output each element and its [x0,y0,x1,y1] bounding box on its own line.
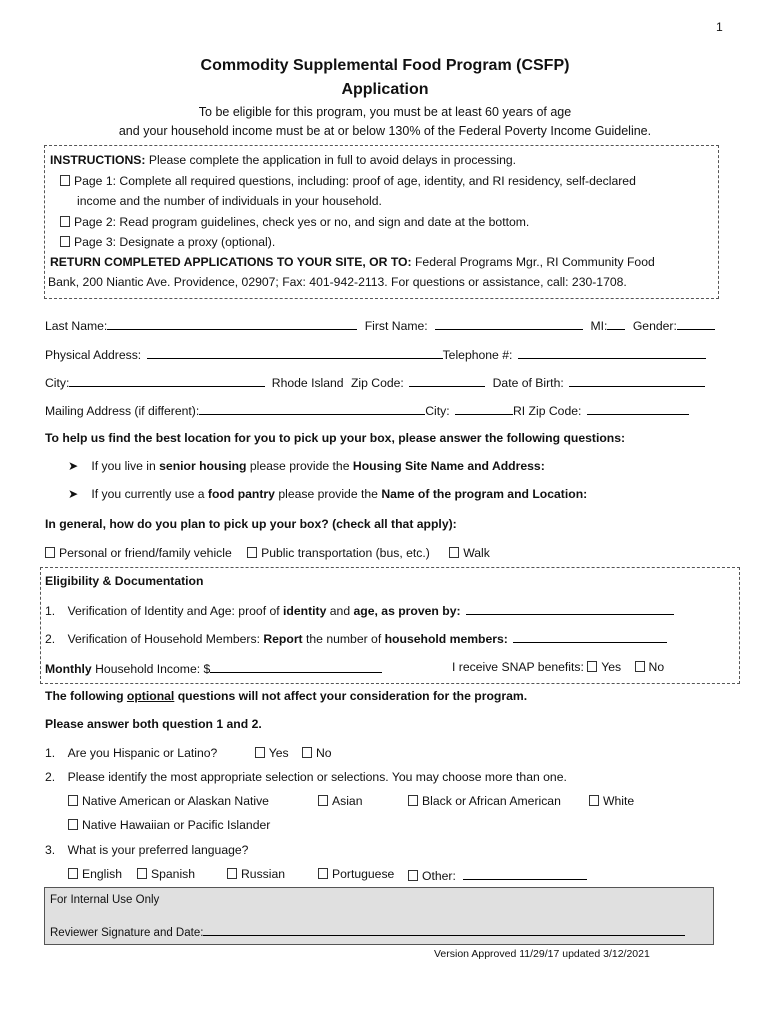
zip-field[interactable] [409,374,485,387]
language-russian-checkbox[interactable] [227,868,237,879]
pickup-options: Personal or friend/family vehicle Public transportation (bus, etc.) Walk [45,546,490,560]
physical-address-field[interactable] [147,346,443,359]
race-hawaiian: Native Hawaiian or Pacific Islander [68,818,270,832]
instructions-line [50,153,516,167]
ri-zip-field[interactable] [587,402,689,415]
arrow-icon: ➤ [68,459,79,473]
row-city [45,374,705,390]
income-field[interactable] [210,660,382,673]
race-native-american-checkbox[interactable] [68,795,78,806]
last-name-label: Last Name: [45,319,108,333]
instruction-page3: Page 3: Designate a proxy (optional). [60,235,275,249]
race-asian: Asian [318,794,363,808]
gender-field[interactable] [677,317,715,330]
language-other: Other: [408,867,587,883]
language-other-field[interactable] [463,867,587,880]
language-portuguese-checkbox[interactable] [318,868,328,879]
household-members-field[interactable] [513,630,667,643]
telephone-label: Telephone #: [442,348,513,362]
mi-label: MI: [590,319,608,333]
city-label: City: [45,376,70,390]
race-black-checkbox[interactable] [408,795,418,806]
checkbox-icon [60,236,70,247]
race-native-american: Native American or Alaskan Native [68,794,269,808]
ri-zip-label: RI Zip Code: [512,404,582,418]
page-number: 1 [716,20,723,34]
snap-row: I receive SNAP benefits: Yes No [452,660,665,674]
race-white: White [589,794,634,808]
return-label: RETURN COMPLETED APPLICATIONS TO YOUR SITE, OR TO: [50,255,412,269]
instructions-text: Please complete the application in full to avoid delays in processing. [148,153,517,167]
intro-line-2: and your household income must be at or below 130% of the Federal Poverty Income Guideline. [118,124,652,138]
optional-heading: The following optional questions will not affect your consideration for the program. [45,689,528,703]
instruction-page1: Page 1: Complete all required questions, including: proof of age, identity, and RI residency, self-declared [60,174,636,188]
city-field[interactable] [69,374,265,387]
zip-label: Zip Code: [350,376,404,390]
snap-no-checkbox[interactable] [635,661,645,672]
instruction-page1-cont: income and the number of individuals in your household. [77,194,382,208]
state-label: Rhode Island [271,376,344,390]
language-english: English [68,867,122,881]
eligibility-heading: Eligibility & Documentation [45,574,204,588]
transit-checkbox[interactable] [247,547,257,558]
income-row: Monthly Household Income: $ [45,660,382,676]
answer-both: Please answer both question 1 and 2. [45,717,262,731]
food-pantry-question: ➤ If you currently use a food pantry please provide the Name of the program and Location: [68,487,588,501]
snap-yes-checkbox[interactable] [587,661,597,672]
language-portuguese: Portuguese [318,867,394,881]
arrow-icon: ➤ [68,487,79,501]
vehicle-checkbox[interactable] [45,547,55,558]
row-address [45,346,706,362]
question-2: 2. Please identify the most appropriate selection or selections. You may choose more than one. [45,770,567,784]
question-1: 1. Are you Hispanic or Latino? Yes No [45,746,332,760]
mailing-address-field[interactable] [199,402,425,415]
reviewer-signature-field[interactable] [203,924,685,936]
senior-housing-question: ➤ If you live in senior housing please provide the Housing Site Name and Address: [68,459,545,473]
physical-address-label: Physical Address: [45,348,142,362]
city2-field[interactable] [455,402,513,415]
race-black: Black or African American [408,794,561,808]
eligibility-item-2: 2. Verification of Household Members: Report the number of household members: [45,630,667,646]
first-name-field[interactable] [435,317,583,330]
pickup-heading: In general, how do you plan to pick up your box? (check all that apply): [45,517,457,531]
checkbox-icon [60,216,70,227]
internal-use-title: For Internal Use Only [50,894,160,906]
mailing-address-label: Mailing Address (if different): [45,404,200,418]
return-line [50,255,655,269]
location-heading: To help us find the best location for you to pick up your box, please answer the following questions: [45,431,626,445]
intro-line-1: To be eligible for this program, you must be at least 60 years of age [198,105,572,119]
hispanic-no-checkbox[interactable] [302,747,312,758]
identity-proof-field[interactable] [466,602,674,615]
reviewer-signature-row: Reviewer Signature and Date: [50,924,685,939]
language-other-checkbox[interactable] [408,870,418,881]
form-subtitle: Application [341,81,429,98]
return-text: Federal Programs Mgr., RI Community Food [414,255,655,269]
race-white-checkbox[interactable] [589,795,599,806]
first-name-label: First Name: [364,319,428,333]
eligibility-item-1: 1. Verification of Identity and Age: proof of identity and age, as proven by: [45,602,674,618]
language-english-checkbox[interactable] [68,868,78,879]
mi-field[interactable] [607,317,625,330]
question-3: 3. What is your preferred language? [45,843,249,857]
walk-checkbox[interactable] [449,547,459,558]
dob-field[interactable] [569,374,705,387]
city2-label: City: [425,404,450,418]
checkbox-icon [60,175,70,186]
race-asian-checkbox[interactable] [318,795,328,806]
language-spanish-checkbox[interactable] [137,868,147,879]
telephone-field[interactable] [518,346,706,359]
version-note: Version Approved 11/29/17 updated 3/12/2021 [434,948,650,960]
instruction-page2: Page 2: Read program guidelines, check yes or no, and sign and date at the bottom. [60,215,529,229]
form-title: Commodity Supplemental Food Program (CSFP) [200,57,570,74]
return-line-2: Bank, 200 Niantic Ave. Providence, 02907; Fax: 401-942-2113. For questions or assistance, call: 230-1708. [48,275,627,289]
row-name [45,317,715,333]
hispanic-yes-checkbox[interactable] [255,747,265,758]
row-mailing [45,402,689,418]
instructions-label: INSTRUCTIONS: [50,153,146,167]
last-name-field[interactable] [107,317,357,330]
dob-label: Date of Birth: [492,376,564,390]
race-hawaiian-checkbox[interactable] [68,819,78,830]
language-russian: Russian [227,867,285,881]
language-spanish: Spanish [137,867,195,881]
gender-label: Gender: [632,319,677,333]
